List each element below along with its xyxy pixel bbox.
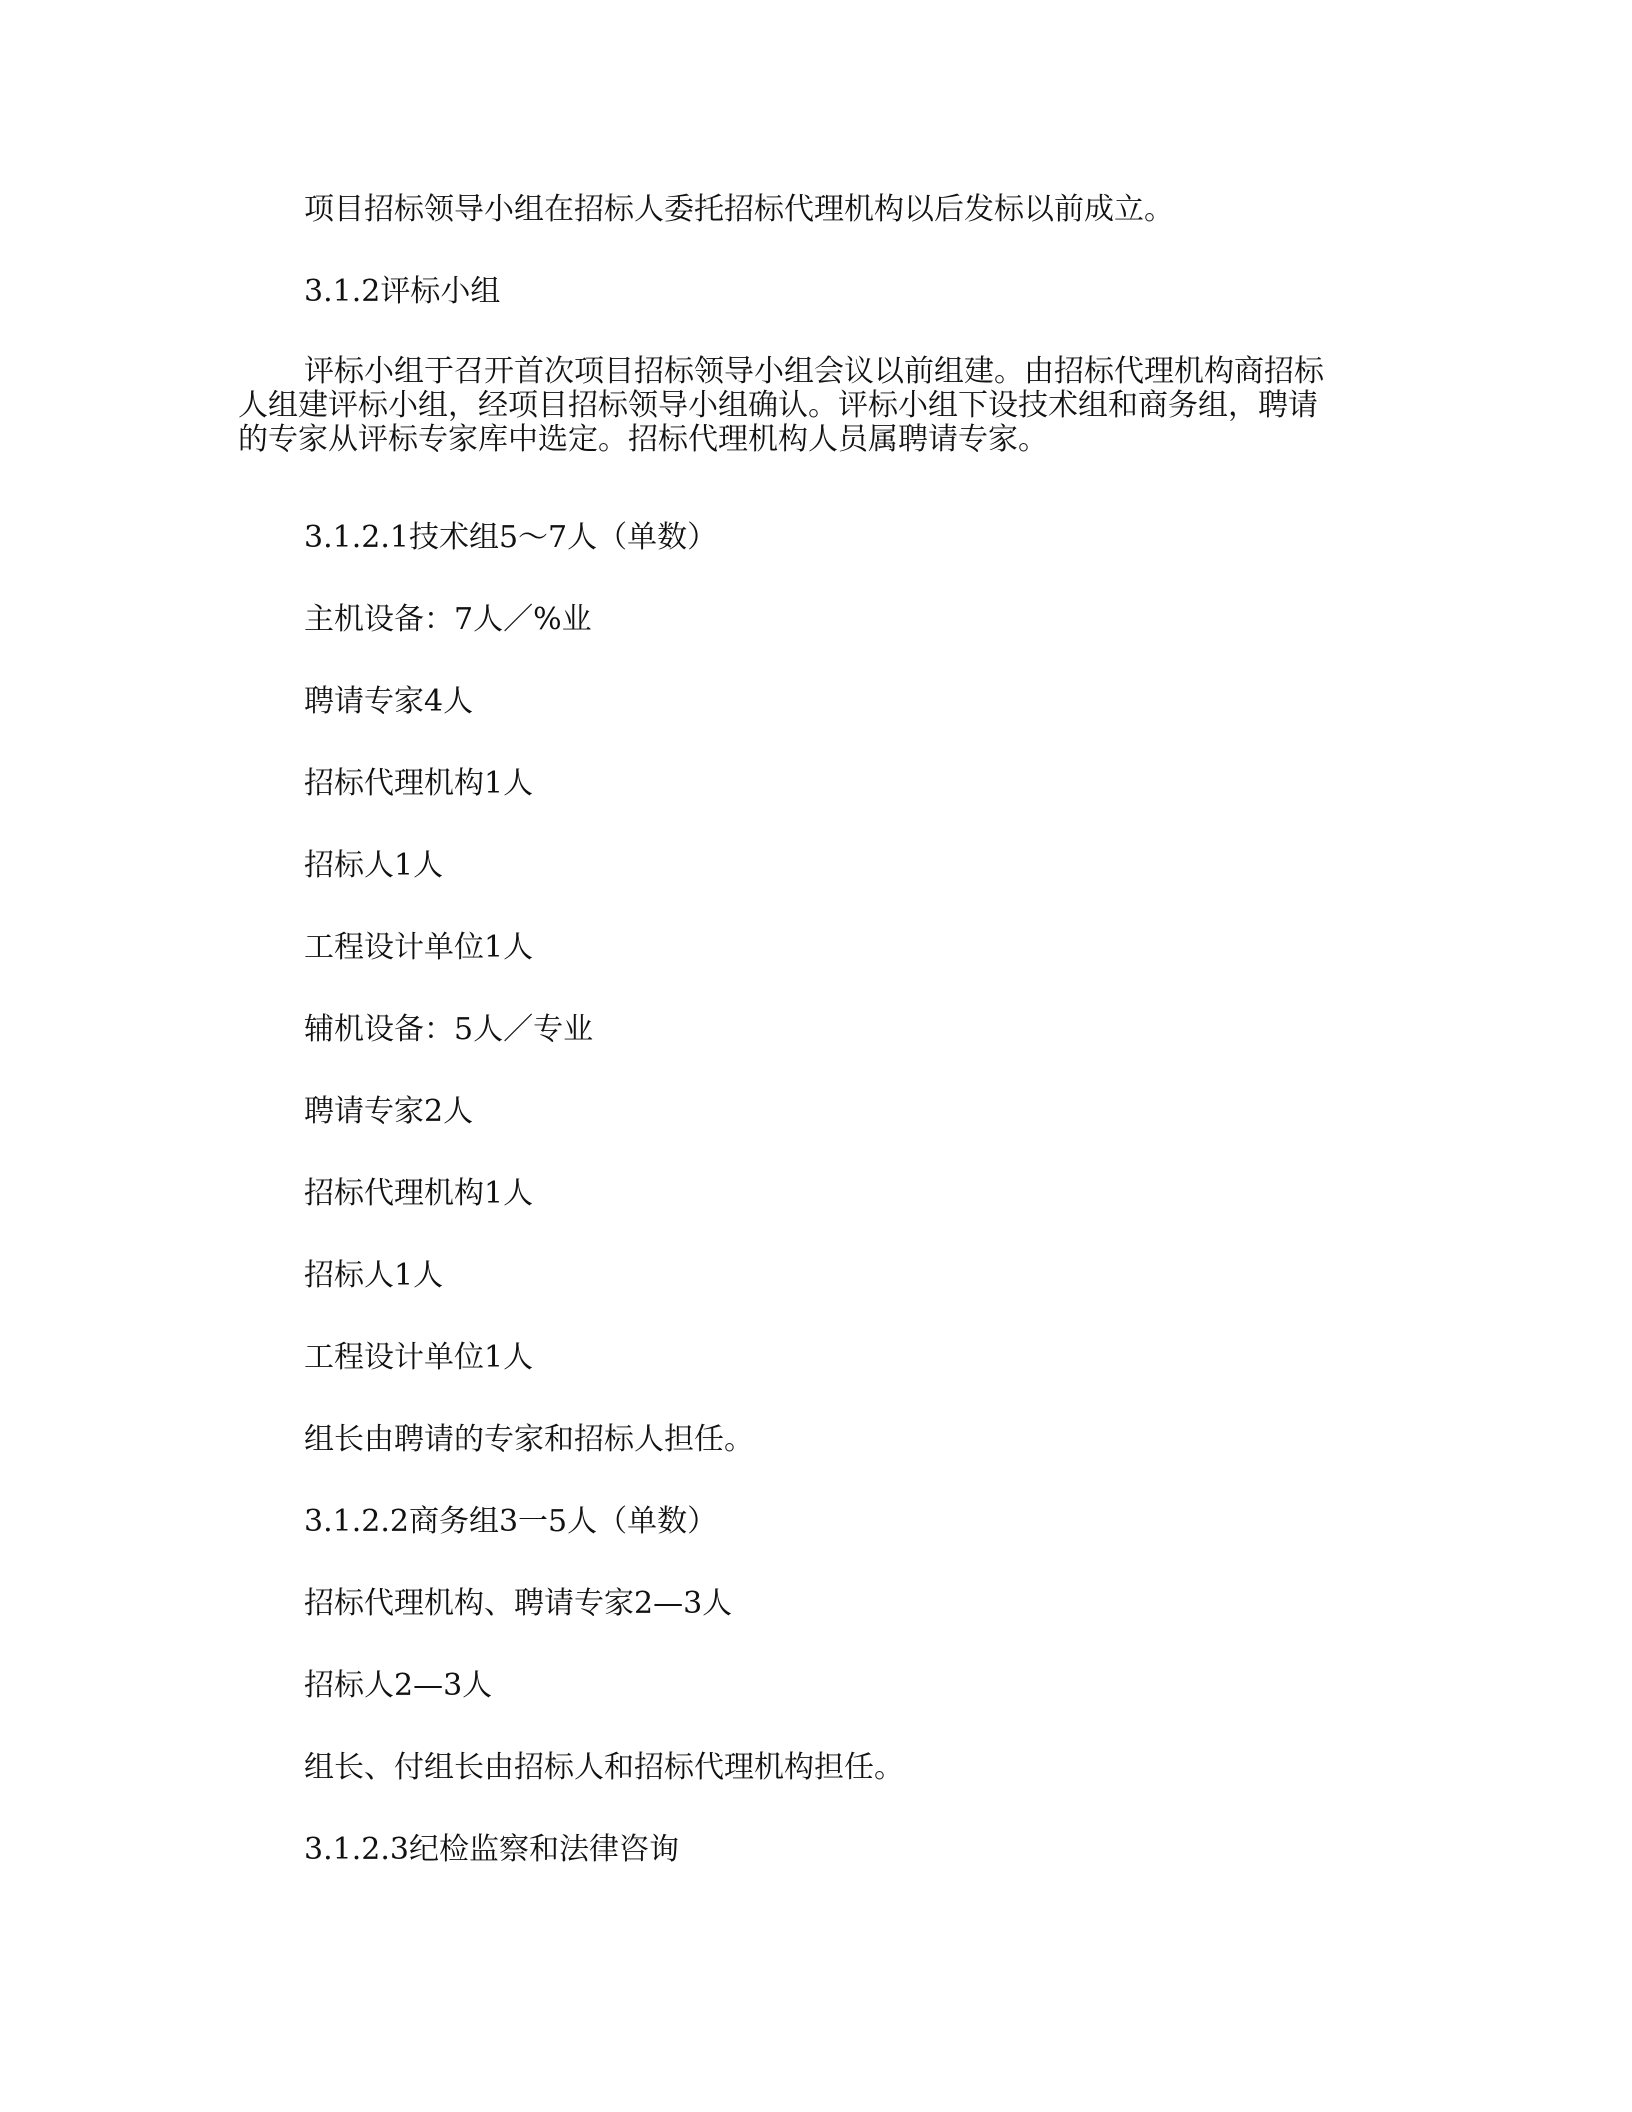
list-item: 招标代理机构1人 [304, 1176, 534, 1211]
paragraph-line: 的专家从评标专家库中选定。招标代理机构人员属聘请专家。 [238, 422, 1048, 457]
heading-3-1-2-1: 3.1.2.1技术组5～7人（单数） [304, 520, 718, 555]
list-item: 招标人2—3人 [304, 1668, 493, 1703]
heading-3-1-2: 3.1.2评标小组 [304, 274, 501, 309]
list-item: 工程设计单位1人 [304, 930, 534, 965]
heading-3-1-2-3: 3.1.2.3纪检监察和法律咨询 [304, 1832, 679, 1867]
heading-3-1-2-2: 3.1.2.2商务组3一5人（单数） [304, 1504, 718, 1539]
list-item: 主机设备：7人／%业 [304, 602, 592, 637]
list-item: 招标人1人 [304, 848, 444, 883]
paragraph-line: 评标小组于召开首次项目招标领导小组会议以前组建。由招标代理机构商招标 [304, 354, 1324, 389]
paragraph-evaluation-group [238, 355, 1388, 457]
list-item: 聘请专家4人 [304, 684, 474, 719]
paragraph-deputy-leader: 组长、付组长由招标人和招标代理机构担任。 [304, 1750, 904, 1785]
list-item: 聘请专家2人 [304, 1094, 474, 1129]
paragraph-line: 人组建评标小组，经项目招标领导小组确认。评标小组下设技术组和商务组，聘请 [238, 388, 1318, 423]
paragraph-leadership-group-established: 项目招标领导小组在招标人委托招标代理机构以后发标以前成立。 [304, 192, 1174, 227]
list-item: 工程设计单位1人 [304, 1340, 534, 1375]
list-item: 招标代理机构1人 [304, 766, 534, 801]
paragraph-group-leader: 组长由聘请的专家和招标人担任。 [304, 1422, 754, 1457]
list-item: 辅机设备：5人／专业 [304, 1012, 594, 1047]
list-item: 招标人1人 [304, 1258, 444, 1293]
list-item: 招标代理机构、聘请专家2—3人 [304, 1586, 733, 1621]
